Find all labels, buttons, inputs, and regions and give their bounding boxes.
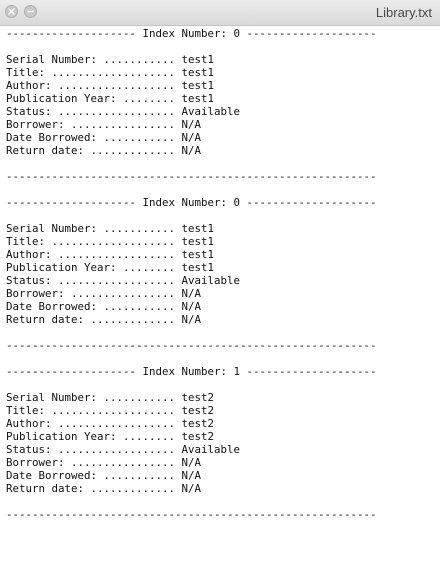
- document-line: Borrower: ................ N/A: [6, 456, 202, 469]
- document-line: -------------------- Index Number: 0 --------------------: [6, 196, 377, 209]
- document-line: Author: .................. test1: [6, 248, 215, 261]
- document-line: [6, 495, 440, 508]
- window-title: Library.txt: [375, 5, 432, 20]
- document-line: ---------------------------------------------------------: [6, 508, 377, 521]
- minimize-button[interactable]: [24, 5, 37, 18]
- document-line: Borrower: ................ N/A: [6, 287, 202, 300]
- document-line: Return date: ............. N/A: [6, 313, 202, 326]
- document-line: Date Borrowed: ........... N/A: [6, 469, 202, 482]
- document-line: Return date: ............. N/A: [6, 482, 202, 495]
- document-line: ---------------------------------------------------------: [6, 170, 377, 183]
- document-line: [6, 40, 440, 53]
- document-line: Publication Year: ........ test1: [6, 92, 215, 105]
- document-line: Return date: ............. N/A: [6, 144, 202, 157]
- document-content[interactable]: [6, 27, 440, 568]
- document-line: Serial Number: ........... test1: [6, 222, 215, 235]
- document-line: -------------------- Index Number: 0 --------------------: [6, 27, 377, 40]
- document-line: Serial Number: ........... test2: [6, 391, 215, 404]
- title-bar[interactable]: [0, 0, 440, 26]
- document-line: Title: ................... test1: [6, 235, 215, 248]
- document-line: [6, 183, 440, 196]
- document-line: Date Borrowed: ........... N/A: [6, 131, 202, 144]
- document-line: [6, 157, 440, 170]
- document-line: Publication Year: ........ test2: [6, 430, 215, 443]
- document-line: Borrower: ................ N/A: [6, 118, 202, 131]
- document-line: Status: .................. Available: [6, 274, 241, 287]
- document-line: Title: ................... test1: [6, 66, 215, 79]
- document-line: Author: .................. test2: [6, 417, 215, 430]
- close-icon: [8, 8, 15, 15]
- document-line: Date Borrowed: ........... N/A: [6, 300, 202, 313]
- minimize-icon: [27, 8, 34, 15]
- document-line: [6, 352, 440, 365]
- document-line: [6, 209, 440, 222]
- document-line: Title: ................... test2: [6, 404, 215, 417]
- document-line: Author: .................. test1: [6, 79, 215, 92]
- document-line: Publication Year: ........ test1: [6, 261, 215, 274]
- document-line: Serial Number: ........... test1: [6, 53, 215, 66]
- document-line: Status: .................. Available: [6, 105, 241, 118]
- close-button[interactable]: [5, 5, 18, 18]
- document-line: [6, 326, 440, 339]
- document-line: [6, 378, 440, 391]
- document-line: -------------------- Index Number: 1 --------------------: [6, 365, 377, 378]
- document-line: ---------------------------------------------------------: [6, 339, 377, 352]
- document-line: Status: .................. Available: [6, 443, 241, 456]
